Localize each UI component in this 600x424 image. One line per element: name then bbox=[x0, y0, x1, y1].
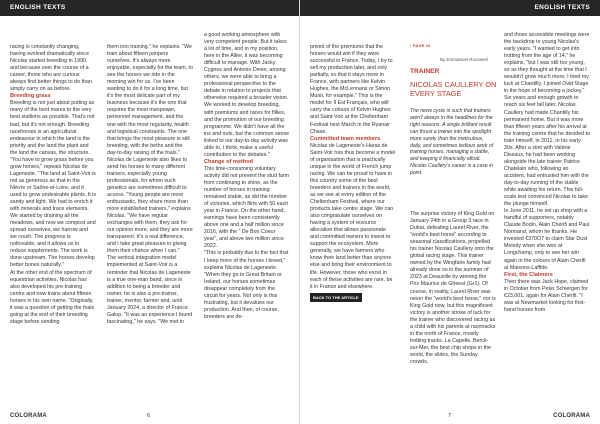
paragraph: At the other end of the spectrum of equestrian activities, Nicolas has also developed his pre-training centre and now trains about fifteen horses in his own name. "Originally, it was a question of getting the foals going at the end of their breeding stage before sending bbox=[10, 269, 95, 325]
page-reference-tag: • PAGE 26 bbox=[410, 44, 431, 48]
article-intro: The news cycle is such that trainers aren't always in the headlines for the right reasons. A single brilliant result can thrust a trainer into the spotlight more surely than the meticulous, daily, and sometimes tedious work of training horses, managing a stable, and keeping it financially afloat. Nicolas Caullery's career is a case in point. bbox=[410, 108, 494, 177]
back-to-article-button[interactable]: BACK TO THE ARTICLE bbox=[310, 293, 362, 302]
paragraph: Breeding is not just about putting as many of the best mares to the very best stallions as possible. That's not bad, but it's not enough. Breeding racehorses is an agricultural endeavour in which the land is the priority and the land the plant and the land the canvas, the structure. "You have to grow grass before you grow horses," repeats Nicolas de Lageneste. "The land at Saint-Voir is not as generous as that in the Nièvre or Saône-et-Loire, and it used to grow undesirable plants. It is sandy and light. We had to enrich it with minerals and trace elements. We started by draining all the meadows, and now we compost and spread ourselves, we harrow and we crush. The progress is noticeable, and it allows us to reduce supplements. The work is done upstream. The horses develop better bones naturally." bbox=[10, 100, 96, 269]
paragraph: them into training," he explains. "We train about fifteen jumpers ourselves. It's always more enjoyable, especially for the team, to see the horses we ride in the morning win for us. I've been wanting to do it for a long time, but it's the most delicate part of my business because it's the one that requires the most manpower, personnel management, and the one with the most regularity, health and logistical constraints. The one that brings the most pleasure is still breeding, with the births and the day-to-day raising of the foals." bbox=[107, 44, 193, 156]
left-header-bar bbox=[0, 0, 299, 16]
right-column-3 bbox=[504, 32, 590, 314]
paragraph: Then there was Jack Hope, claimed in October from Peter Schiergen for €23,001, again for Alain Chérifi. "I was at Newmarket looking for first-hand horses from bbox=[504, 278, 589, 313]
magazine-logo: COLORAMA bbox=[553, 413, 590, 419]
paragraph: This time-consuming voluntary activity did not prevent the stud farm from continuing to shine, as the number of horses in training remained stable, as did the number of victories, which flirts with 50 each year in France. On the other hand, earnings have been consistently above one and a half million since 2016, with the " De Bon Coeur year", and above two million since 2022. bbox=[204, 165, 290, 250]
paragraph: prived of the premiums that the horses would win if they were successful in France. Today, I try to sell my production later, and only partially, so that it stays more in France, with partners like Kelvin Hughes, the McLennans or Simon Munir, for example." This is the model for Il Est Français, who will carry the colours of Kelvin Hughes and Saint-Voir at the Cheltenham Festival next March in the Ryanair Chase. bbox=[310, 44, 393, 135]
right-header-bar bbox=[300, 0, 600, 16]
paragraph: Nicolas de Lageneste's Haras de Saint-Voir has thus become a model of organisation that is practically unique in the world of French jump racing. We can be proud to have in this country some of the best breeders and trainers in the world, as we see at every edition of the Cheltenham Festival, where our products take centre stage. We can also congratulate ourselves on having a system of resource allocation that allows passionate and committed owners to invest to support the ecosystem. More generally, we have farmers who know their land better than anyone else and bring their environment to life. However, those who excel in each of these activities are rare, be it in France and elsewhere. bbox=[310, 142, 396, 290]
article-body: The surprise victory of King Gold on January 24th in a Group 3 race in Dubai, defeating Laurel River, the "world's best horse" according to seasonal classifications, propelled his trainer Nicolas Caullery onto the global racing stage. This trainer owned by the Wingfairs family had already done so in the summer of 2023 at Deauville by winning the Prix Maurice de Gheest (Gr1). Of course, in reality, Laurel River was never the "world's best horse," nor is King Gold now, but this magnificent victory is another stroke of luck for the trainer who discovered racing as a child with his parents at racetracks in the north of France, mostly trotting tracks. La Capelle, Berck-sur-Mer, the best chip shops in the world, the slides, the Sunday crowds, bbox=[410, 211, 496, 365]
paragraph: racing is constantly changing, having evolved dramatically since Nicolas started breeding in 1990, and because over the course of a career, those who are curious always find better things to do than simply carry on as before. bbox=[10, 44, 92, 93]
paragraph: a good working atmosphere with very competent people. But it takes a lot of time, and in my position, here in the Allier, it was becoming difficult to manage. With Jacky Cygnes and Antonio Devin, among others, we were able to bring a professional perspective to the debate in relation to projects that otherwise required a broader vision. We worked to develop breeding, with premiums and races for fillies, and the promotion of our breeding programme. We didn't have all the ins and outs, but the common sense linked to our day-to-day activity was able to, I think, make a useful contribution to the debates." bbox=[204, 32, 290, 158]
paragraph: Nicolas de Lageneste also likes to send his horses to many different trainers, especially young professionals, for whom such genetics are sometimes difficult to access. "Young people are more enthusiastic, they share more than more established trainers," explains Nicolas. "We have regular exchanges with them, they ask for our opinion more, and they are more transparent. It's a real difference, and I take great pleasure in giving them their chance when I can." bbox=[107, 156, 193, 255]
paragraph: Six years and enough growth to reach six feet tall later, Nicolas Caullery had made Chantilly his permanent home. But it was more than fifteen years after his arrival at the training centre that he decided to train himself, in 2011, in his early 30s. After a stint with Valérie Dissaux, he had been working alongside the late trainer Patrice Chatelain who, following an accident, had entrusted him with the day-to-day running of the stable while awaiting his return. This full-scale test convinced Nicolas to take the plunge himself. bbox=[504, 95, 590, 208]
page-number: 7 bbox=[448, 413, 452, 419]
article-headline: NICOLAS CAULLERY ON EVERY STAGE bbox=[410, 80, 497, 98]
left-column-3 bbox=[204, 32, 290, 321]
category-label: TRAINER bbox=[410, 68, 440, 75]
subheading-committed-team-members: Committed team members bbox=[310, 135, 381, 142]
paragraph: "This is probably due to the fact that I keep more of the horses I breed," explains Nicolas de Lageneste. "When they go to Great Britain or Ireland, our horses sometimes disappear completely from the circuit for years. Not only is this frustrating, but it devalues our production. And then, of course, breeders are de- bbox=[204, 250, 289, 320]
subheading-change-of-method: Change of method bbox=[204, 158, 254, 165]
magazine-logo: COLORAMA bbox=[10, 413, 47, 419]
left-column-2 bbox=[107, 44, 193, 326]
paragraph: and those accessible meetings were the backdrop to young Nicolas's early years. "I wanted to get into trotting from the age of 14," he explains, "but I was still too young, so as they thought at the time that I wouldn't grow much more, I tried my luck at Chantilly. I joined Ovid Stage in the hope of becoming a jockey." bbox=[504, 32, 590, 95]
subheading-first-the-claimers: First, the Claimers bbox=[504, 271, 553, 278]
subheading-breeding-grass: Breeding grass bbox=[10, 93, 51, 100]
paragraph: The vertical integration model implemented at Saint-Voir is a reminder that Nicolas de Lageneste is a true one-man band, since in addition to being a breeder and owner, he is also a pre-trainer, trainer, mentor, farmer and, until January 2024, a director of France Galop. "It was an experience I found fascinating," he says. "We met in bbox=[107, 255, 193, 325]
right-page bbox=[300, 0, 600, 424]
right-column-1 bbox=[310, 44, 396, 302]
paragraph: In June 2011, he set up shop with a handful of supporters, notably Claude Bodin, Alain Chérifi and Paul Normand, whom he thanks. He invested €370O7 to claim Star Dust Melody when she won at Longchamp, only to see her win again in the colours of Alain Chérifi at Maisons-Laffitte. bbox=[504, 208, 590, 271]
page-number: 6 bbox=[147, 413, 151, 419]
section-title: ENGLISH TEXTS bbox=[534, 4, 590, 11]
left-column-1 bbox=[10, 44, 96, 326]
byline: By Emmanuel Rousseel bbox=[440, 57, 489, 62]
section-title: ENGLISH TEXTS bbox=[10, 4, 66, 11]
